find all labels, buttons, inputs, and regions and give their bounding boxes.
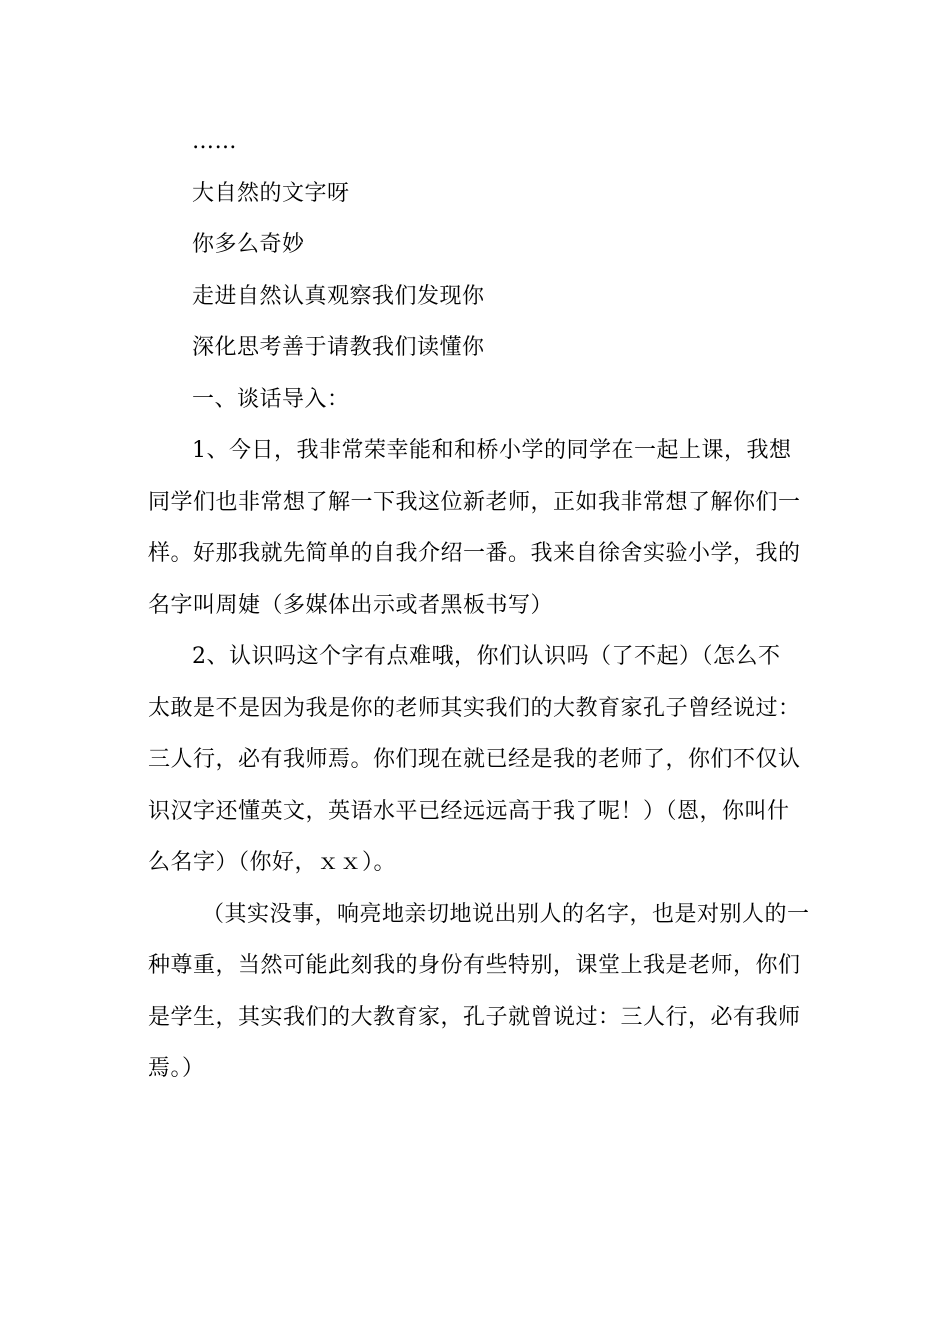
section-heading: 一、谈话导入： xyxy=(192,386,350,412)
poem-line-1: 大自然的文字呀 xyxy=(192,180,350,206)
poem-line-3: 走进自然认真观察我们发现你 xyxy=(192,283,485,309)
paragraph-1-line: 同学们也非常想了解一下我这位新老师，正如我非常想了解你们一 xyxy=(148,489,801,515)
paragraph-2-line: 么名字）（你好，ｘｘ）。 xyxy=(148,850,397,875)
paragraph-1-line: 样。好那我就先简单的自我介绍一番。我来自徐舍实验小学，我的 xyxy=(148,541,801,566)
paragraph-2 xyxy=(148,631,800,889)
paragraph-1-line: 名字叫周婕（多媒体出示或者黑板书写） xyxy=(148,592,554,618)
paragraph-3-line: 是学生，其实我们的大教育家，孔子就曾说过：三人行，必有我师 xyxy=(148,1004,801,1030)
paragraph-1-line: 1、今日，我非常荣幸能和和桥小学的同学在一起上课，我想 xyxy=(192,438,792,463)
paragraph-3-line: 焉。） xyxy=(148,1056,205,1081)
document-body xyxy=(148,116,810,1095)
paragraph-2-line: 2、认识吗这个字有点难哦，你们认识吗（了不起）（怎么不 xyxy=(192,644,781,669)
paragraph-3-line: （其实没事，响亮地亲切地说出别人的名字，也是对别人的一 xyxy=(202,901,810,927)
paragraph-2-line: 识汉字还懂英文，英语水平已经远远高于我了呢！）（恩，你叫什 xyxy=(148,798,790,824)
poem-line-4: 深化思考善于请教我们读懂你 xyxy=(192,335,485,360)
paragraph-2-line: 三人行，必有我师焉。你们现在就已经是我的老师了，你们不仅认 xyxy=(148,747,801,772)
paragraph-1 xyxy=(148,425,800,631)
ellipsis-line: …… xyxy=(192,129,237,154)
paragraph-3 xyxy=(148,889,810,1095)
paragraph-2-line: 太敢是不是因为我是你的老师其实我们的大教育家孔子曾经说过： xyxy=(148,695,801,721)
paragraph-3-line: 种尊重，当然可能此刻我的身份有些特别，课堂上我是老师，你们 xyxy=(148,953,801,978)
poem-line-2: 你多么奇妙 xyxy=(192,232,305,257)
